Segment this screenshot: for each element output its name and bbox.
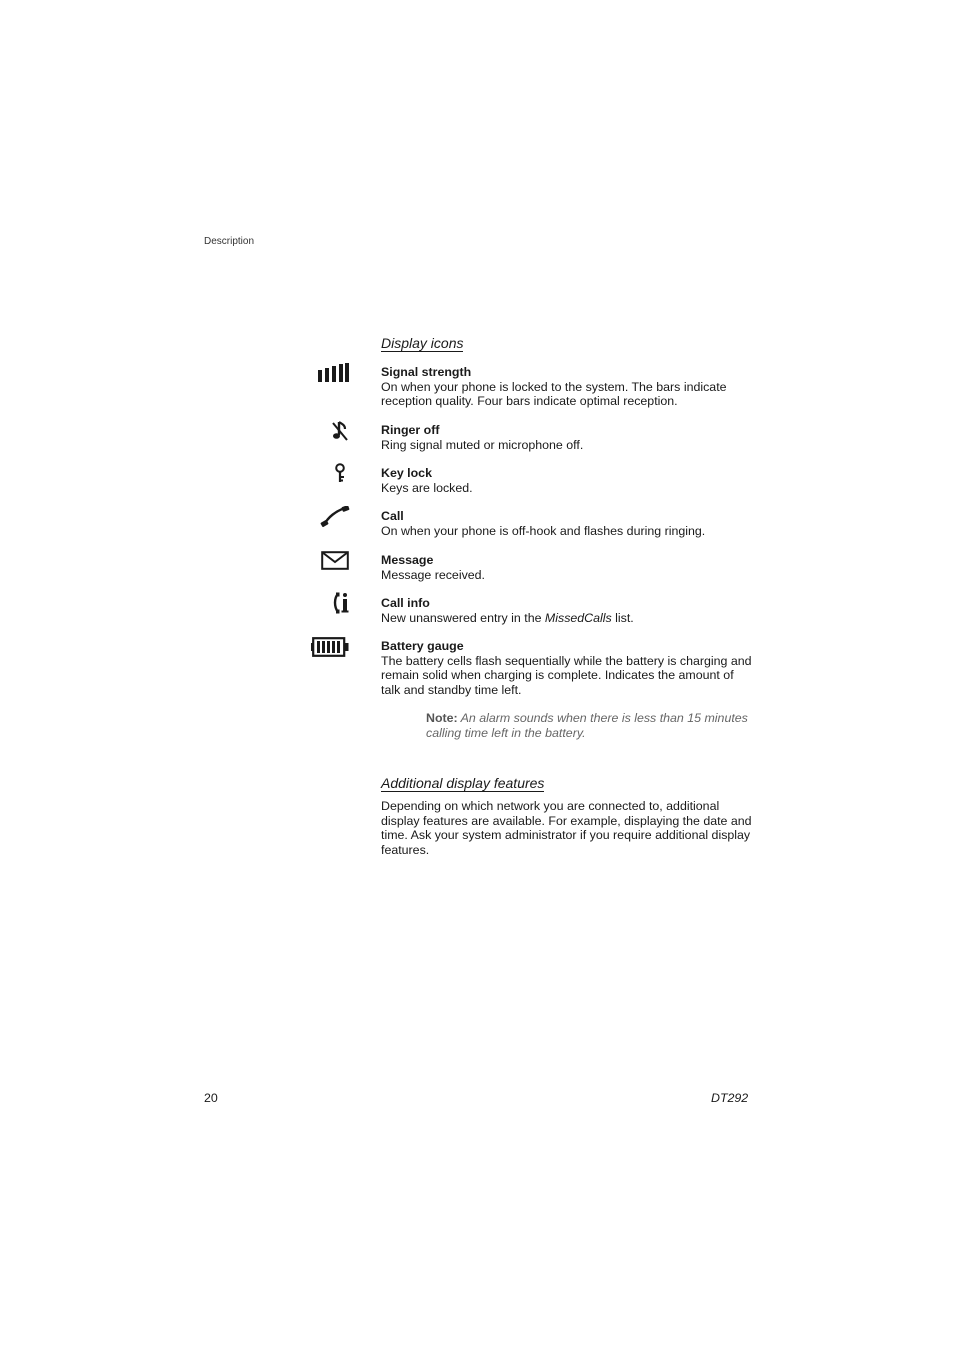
entry-description: On when your phone is off-hook and flashes during ringing. xyxy=(381,523,706,538)
entry-battery-gauge xyxy=(381,639,753,697)
section-title-display-icons: Display icons xyxy=(381,335,464,351)
entry-ringer-off xyxy=(381,423,753,452)
entry-description: On when your phone is locked to the system. The bars indicate reception quality. Four bars indicate optimal reception. xyxy=(381,379,727,409)
missedcalls-term: MissedCalls xyxy=(544,610,612,625)
entry-call-info xyxy=(381,596,753,625)
entry-message xyxy=(381,553,753,582)
entry-title: Battery gauge xyxy=(381,639,464,653)
battery-icon xyxy=(311,637,349,657)
entry-description: Keys are locked. xyxy=(381,480,473,495)
entry-title: Key lock xyxy=(381,466,432,480)
ringer-off-icon xyxy=(331,420,349,442)
entry-call xyxy=(381,509,753,538)
entry-description-after: list. xyxy=(611,610,634,625)
entry-title: Ringer off xyxy=(381,423,440,437)
entry-description: Message received. xyxy=(381,567,485,582)
page-number: 20 xyxy=(204,1091,218,1105)
envelope-icon xyxy=(321,551,349,570)
signal-strength-icon xyxy=(317,363,349,383)
entry-title: Signal strength xyxy=(381,365,472,379)
entry-key-lock xyxy=(381,466,753,495)
entry-description: Ring signal muted or microphone off. xyxy=(381,437,584,452)
entry-description: The battery cells flash sequentially while the battery is charging and remain solid when charging is complete. Indicates the amount of talk and standby time left. xyxy=(381,653,752,697)
additional-features-paragraph: Depending on which network you are connected to, additional display features are available. For example, displaying the date and time. Ask your system administrator if you require additional display features. xyxy=(381,799,752,857)
entry-title: Message xyxy=(381,553,434,567)
note-label: Note: xyxy=(426,711,458,725)
handset-icon xyxy=(320,506,350,528)
key-lock-icon xyxy=(333,463,347,483)
call-info-icon xyxy=(333,592,350,614)
section-title-additional-display-features: Additional display features xyxy=(381,775,545,791)
model-name: DT292 xyxy=(711,1091,749,1105)
entry-title: Call xyxy=(381,509,404,523)
note-text: An alarm sounds when there is less than 15 minutes calling time left in the battery. xyxy=(426,711,748,740)
entry-title: Call info xyxy=(381,596,430,610)
note xyxy=(426,711,756,740)
entry-description xyxy=(381,611,753,626)
entry-description-before: New unanswered entry in the xyxy=(381,610,545,625)
entry-signal-strength xyxy=(381,365,753,409)
running-head: Description xyxy=(204,236,255,247)
